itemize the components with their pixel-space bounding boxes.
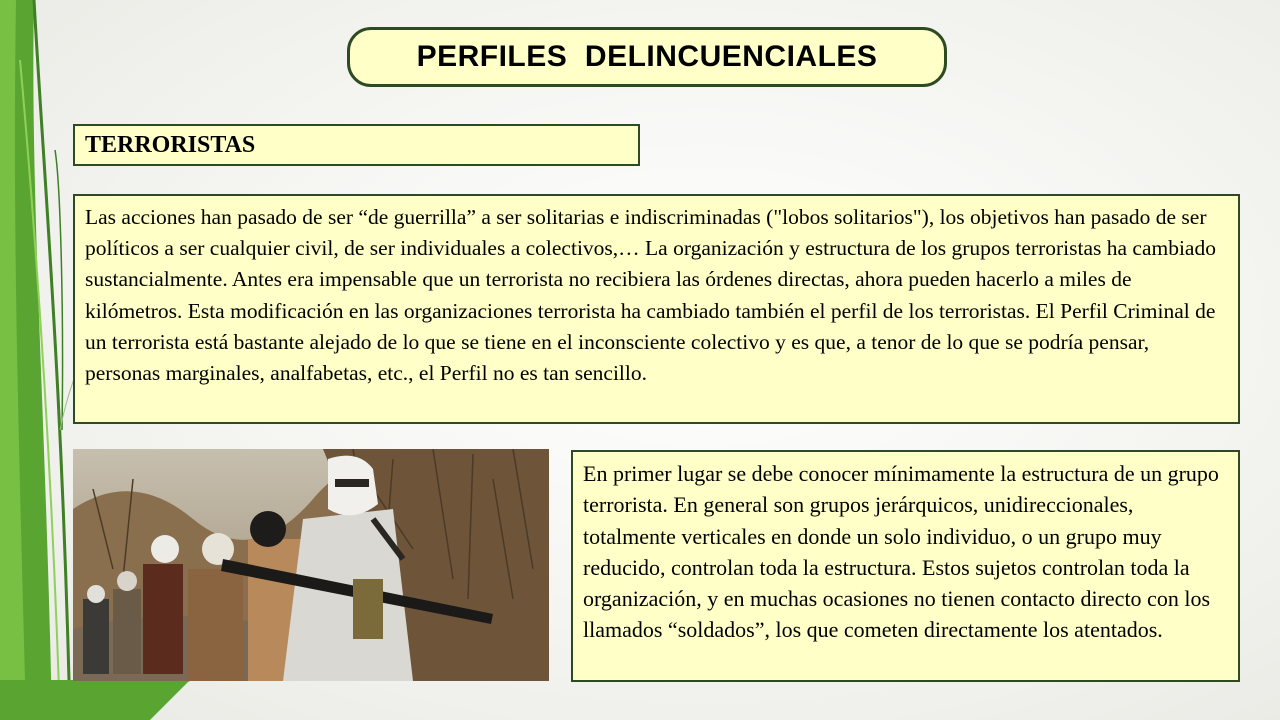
- side-paragraph: En primer lugar se debe conocer mínimamente la estructura de un grupo terrorista. En general son grupos jerárquicos, unidireccionales, totalmente verticales en donde un solo individuo, o un grupo muy reducido, controlan toda la estructura. Estos sujetos controlan toda la organización, y en muchas ocasiones no tienen contacto directo con los llamados “soldados”, los que cometen directamente los atentados.: [571, 450, 1240, 682]
- main-paragraph: Las acciones han pasado de ser “de guerrilla” a ser solitarias e indiscriminadas ("lobos solitarios"), los objetivos han pasado de ser políticos a ser cualquier civil, de ser individuales a colectivos,… La organización y estructura de los grupos terroristas ha cambiado sustancialmente. Antes era impensable que un terrorista no recibiera las órdenes directas, ahora pueden hacerlo a miles de kilómetros. Esta modificación en las organizaciones terrorista ha cambiado también el perfil de los terroristas. El Perfil Criminal de un terrorista está bastante alejado de lo que se tiene en el inconsciente colectivo y es que, a tenor de lo que se podría pensar, personas marginales, analfabetas, etc., el Perfil no es tan sencillo.: [73, 194, 1240, 424]
- terrorist-group-photo: [73, 449, 549, 681]
- slide-title: PERFILES DELINCUENCIALES: [347, 27, 947, 87]
- section-heading: TERRORISTAS: [73, 124, 640, 166]
